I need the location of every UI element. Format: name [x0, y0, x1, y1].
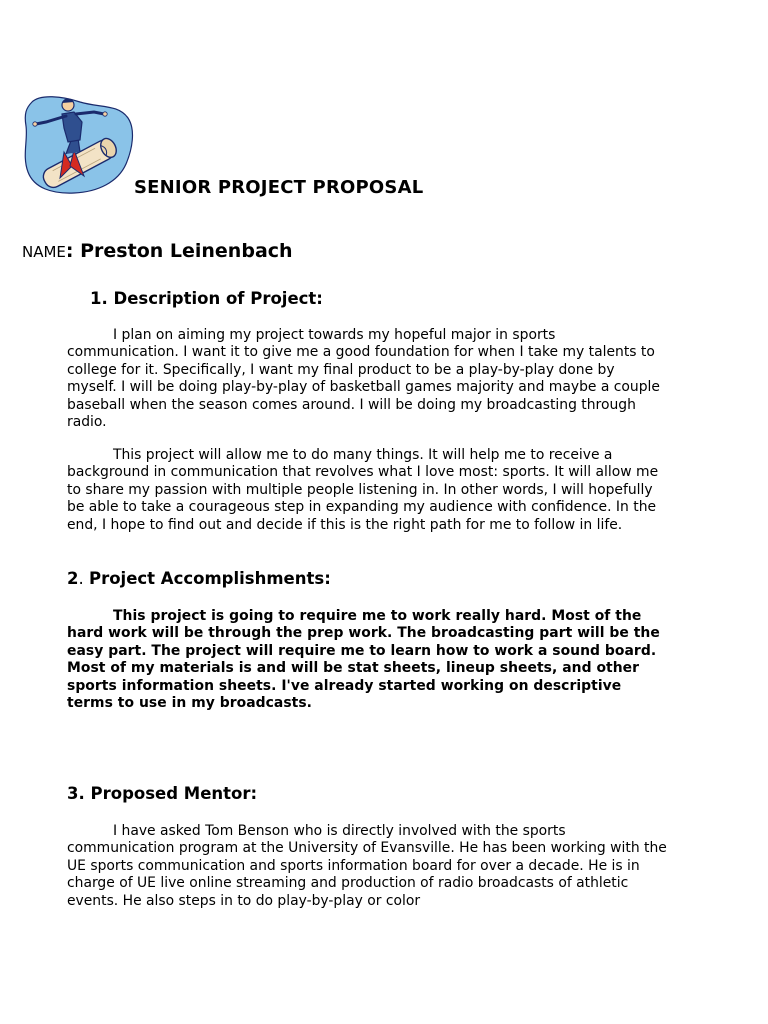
section-number: 3. [67, 784, 91, 803]
paragraph-text: I have asked Tom Benson who is directly involved with the sports communication program at the University of Evansville. He has been working with the UE sports communication and sports information board for over a decade. He is in charge of UE live online streaming and production of radio broadcasts of athletic events. He also steps in to do play-by-play or color [67, 823, 667, 909]
surfer-on-diploma-icon [22, 92, 136, 196]
section-heading-mentor [67, 784, 257, 803]
section-heading-description [90, 289, 323, 308]
paragraph-text: This project will allow me to do many things. It will help me to receive a background in communication that revolves what I love most: sports. It will allow me to share my passion with multiple people listening in. In other words, I will hopefully be able to take a courageous step in expanding my audience with confidence. In the end, I hope to find out and decide if this is the right path for me to follow in life. [67, 447, 659, 533]
name-colon: : [65, 240, 81, 262]
name-label: NAME [22, 243, 66, 261]
section-title: Project Accomplishments: [88, 569, 331, 588]
name-line [22, 240, 293, 262]
accomplishments-paragraph [67, 608, 667, 712]
section-number-punct: . [78, 569, 89, 588]
paragraph-text: I plan on aiming my project towards my hopeful major in sports communication. I want it to give me a good foundation for when I take my talents to college for it. Specifically, I want my final product to be a play-by-play done by myself. I will be doing play-by-play of basketball games majority and maybe a couple baseball when the season comes around. I will be doing my broadcasting through radio. [67, 327, 660, 431]
description-paragraph-2 [67, 447, 667, 534]
section-title: Description of Project: [113, 289, 323, 308]
paragraph-text: This project is going to require me to work really hard. Most of the hard work will be through the prep work. The broadcasting part will be the easy part. The project will require me to learn how to work a sound board. Most of my materials is and will be stat sheets, lineup sheets, and other sports information sheets. I've already started working on descriptive terms to use in my broadcasts. [67, 608, 660, 712]
description-paragraph-1 [67, 327, 667, 431]
section-title: Proposed Mentor: [90, 784, 258, 803]
section-number: 2 [67, 569, 79, 588]
section-heading-accomplishments [67, 569, 331, 588]
student-name: Preston Leinenbach [80, 240, 293, 262]
page-title: SENIOR PROJECT PROPOSAL [134, 177, 424, 198]
mentor-paragraph [67, 823, 667, 910]
section-number: 1. [90, 289, 114, 308]
